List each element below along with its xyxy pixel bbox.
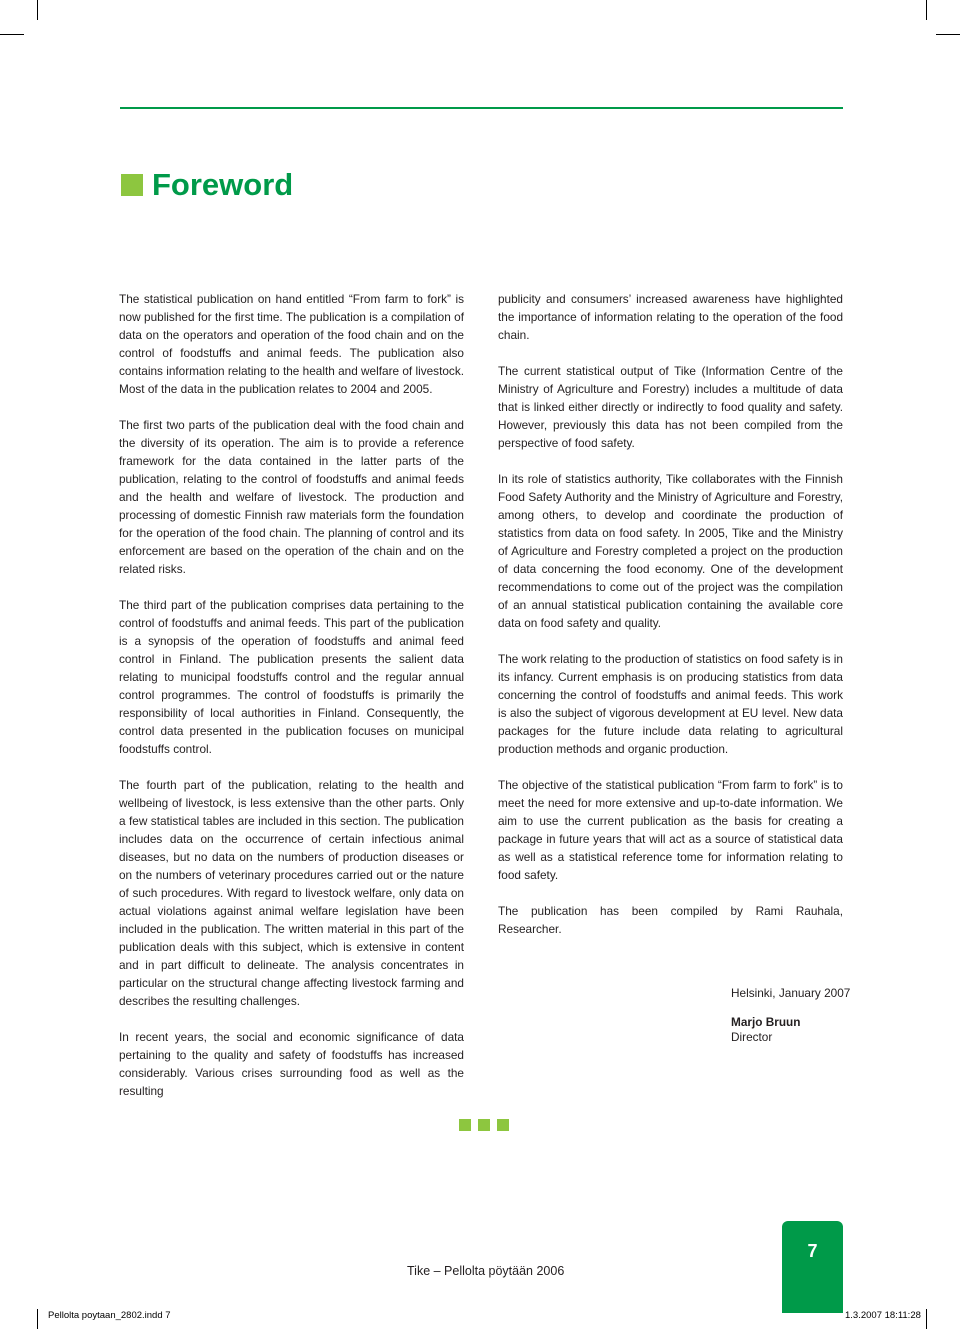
crop-mark [37, 0, 38, 20]
left-column [119, 290, 464, 1118]
crop-mark [37, 1309, 38, 1329]
paragraph: The third part of the publication comprises data pertaining to the control of foodstuffs and animal feeds. This part of the publication is a synopsis of the operation of foodstuffs and animal feed control in Finland. The publication presents the salient data relating to municipal foodstuffs control and the regular annual control programmes. The control of foodstuffs is primarily the responsibility of local authorities in Finland. Consequently, the control data presented in the publication focuses on municipal foodstuffs control. [119, 598, 464, 756]
paragraph: publicity and consumers’ increased awareness have highlighted the importance of information relating to the operation of the food chain. [498, 292, 843, 342]
square-icon [478, 1119, 490, 1131]
signer-role: Director [731, 1030, 773, 1044]
paragraph: In its role of statistics authority, Tike collaborates with the Finnish Food Safety Authority and the Ministry of Agriculture and Forestry, among others, to develop and coordinate the production of statistics from data on food safety. In 2005, Tike and the Ministry of Agriculture and Forestry completed a project on the production of data concerning the food economy. One of the development recommendations to come out of the project was the compilation of an annual statistical publication containing the available core data on food safety and quality. [498, 472, 843, 630]
footer-publication: Tike – Pellolta pöytään 2006 [407, 1264, 565, 1278]
signer-name: Marjo Bruun [731, 1015, 801, 1029]
slug-date: 1.3.2007 18:11:28 [845, 1310, 921, 1321]
square-icon [459, 1119, 471, 1131]
heading-square-icon [121, 174, 143, 196]
page-title: Foreword [152, 167, 294, 202]
end-ornament [459, 1119, 509, 1131]
crop-mark [936, 34, 960, 35]
paragraph: The work relating to the production of statistics on food safety is in its infancy. Current emphasis is on producing statistics from data concerning the control of foodstuffs and animal feeds. This work is also the subject of vigorous development at EU level. New data packages for the future include data relating to agricultural production methods and organic production. [498, 652, 843, 756]
square-icon [497, 1119, 509, 1131]
heading [121, 168, 293, 202]
crop-mark [926, 0, 927, 20]
paragraph: In recent years, the social and economic significance of data pertaining to the quality and safety of foodstuffs has increased considerably. Various crises surrounding food as well as the resulting [119, 1030, 464, 1098]
crop-mark [926, 1309, 927, 1329]
paragraph: The publication has been compiled by Rami Rauhala, Researcher. [498, 904, 843, 936]
paragraph: The first two parts of the publication deal with the food chain and the diversity of its operation. The aim is to provide a reference framework for the data contained in the latter parts of the publication, relating to the control of foodstuffs and animal feeds and the health and welfare of livestock. The production and processing of domestic Finnish raw materials form the foundation for the operation of the food chain. The planning of control and its enforcement are based on the operation of the chain and on the related risks. [119, 418, 464, 576]
right-column [498, 290, 843, 956]
paragraph: The statistical publication on hand entitled “From farm to fork” is now published for the first time. The publication is a compilation of data on the operators and operation of the food chain and on the control of foodstuffs and animal feeds. The publication also contains information relating to the health and welfare of livestock. Most of the data in the publication relates to 2004 and 2005. [119, 292, 464, 396]
paragraph: The current statistical output of Tike (Information Centre of the Ministry of Agriculture and Forestry) includes a multitude of data that is linked either directly or indirectly to food quality and safety. However, previously this data has not been compiled from the perspective of food safety. [498, 364, 843, 450]
page-number: 7 [782, 1221, 843, 1313]
paragraph: The fourth part of the publication, relating to the health and wellbeing of livestock, is less extensive than the other parts. Only a few statistical tables are included in this section. The publication includes data on the occurrence of certain infectious animal diseases, but no data on the numbers of production diseases or on the numbers of veterinary procedures carried out or the nature of such procedures. With regard to livestock welfare, only data on actual violations against animal welfare legislation have been included in the publication. The written material in this part of the publication deals with this subject, which is extensive in content and in part difficult to delineate. The analysis concentrates in particular on the structural change affecting livestock farming and describes the resulting challenges. [119, 778, 464, 1008]
slug-file: Pellolta poytaan_2802.indd 7 [48, 1310, 171, 1321]
paragraph: The objective of the statistical publication “From farm to fork” is to meet the need for more extensive and up-to-date information. We aim to use the current publication as the basis for creating a package in future years that will act as a source of statistical data as well as a statistical reference tome for information relating to food safety. [498, 778, 843, 882]
header-rule [120, 107, 843, 109]
signature-block [731, 986, 850, 1045]
place-date: Helsinki, January 2007 [731, 986, 851, 1000]
crop-mark [0, 34, 24, 35]
